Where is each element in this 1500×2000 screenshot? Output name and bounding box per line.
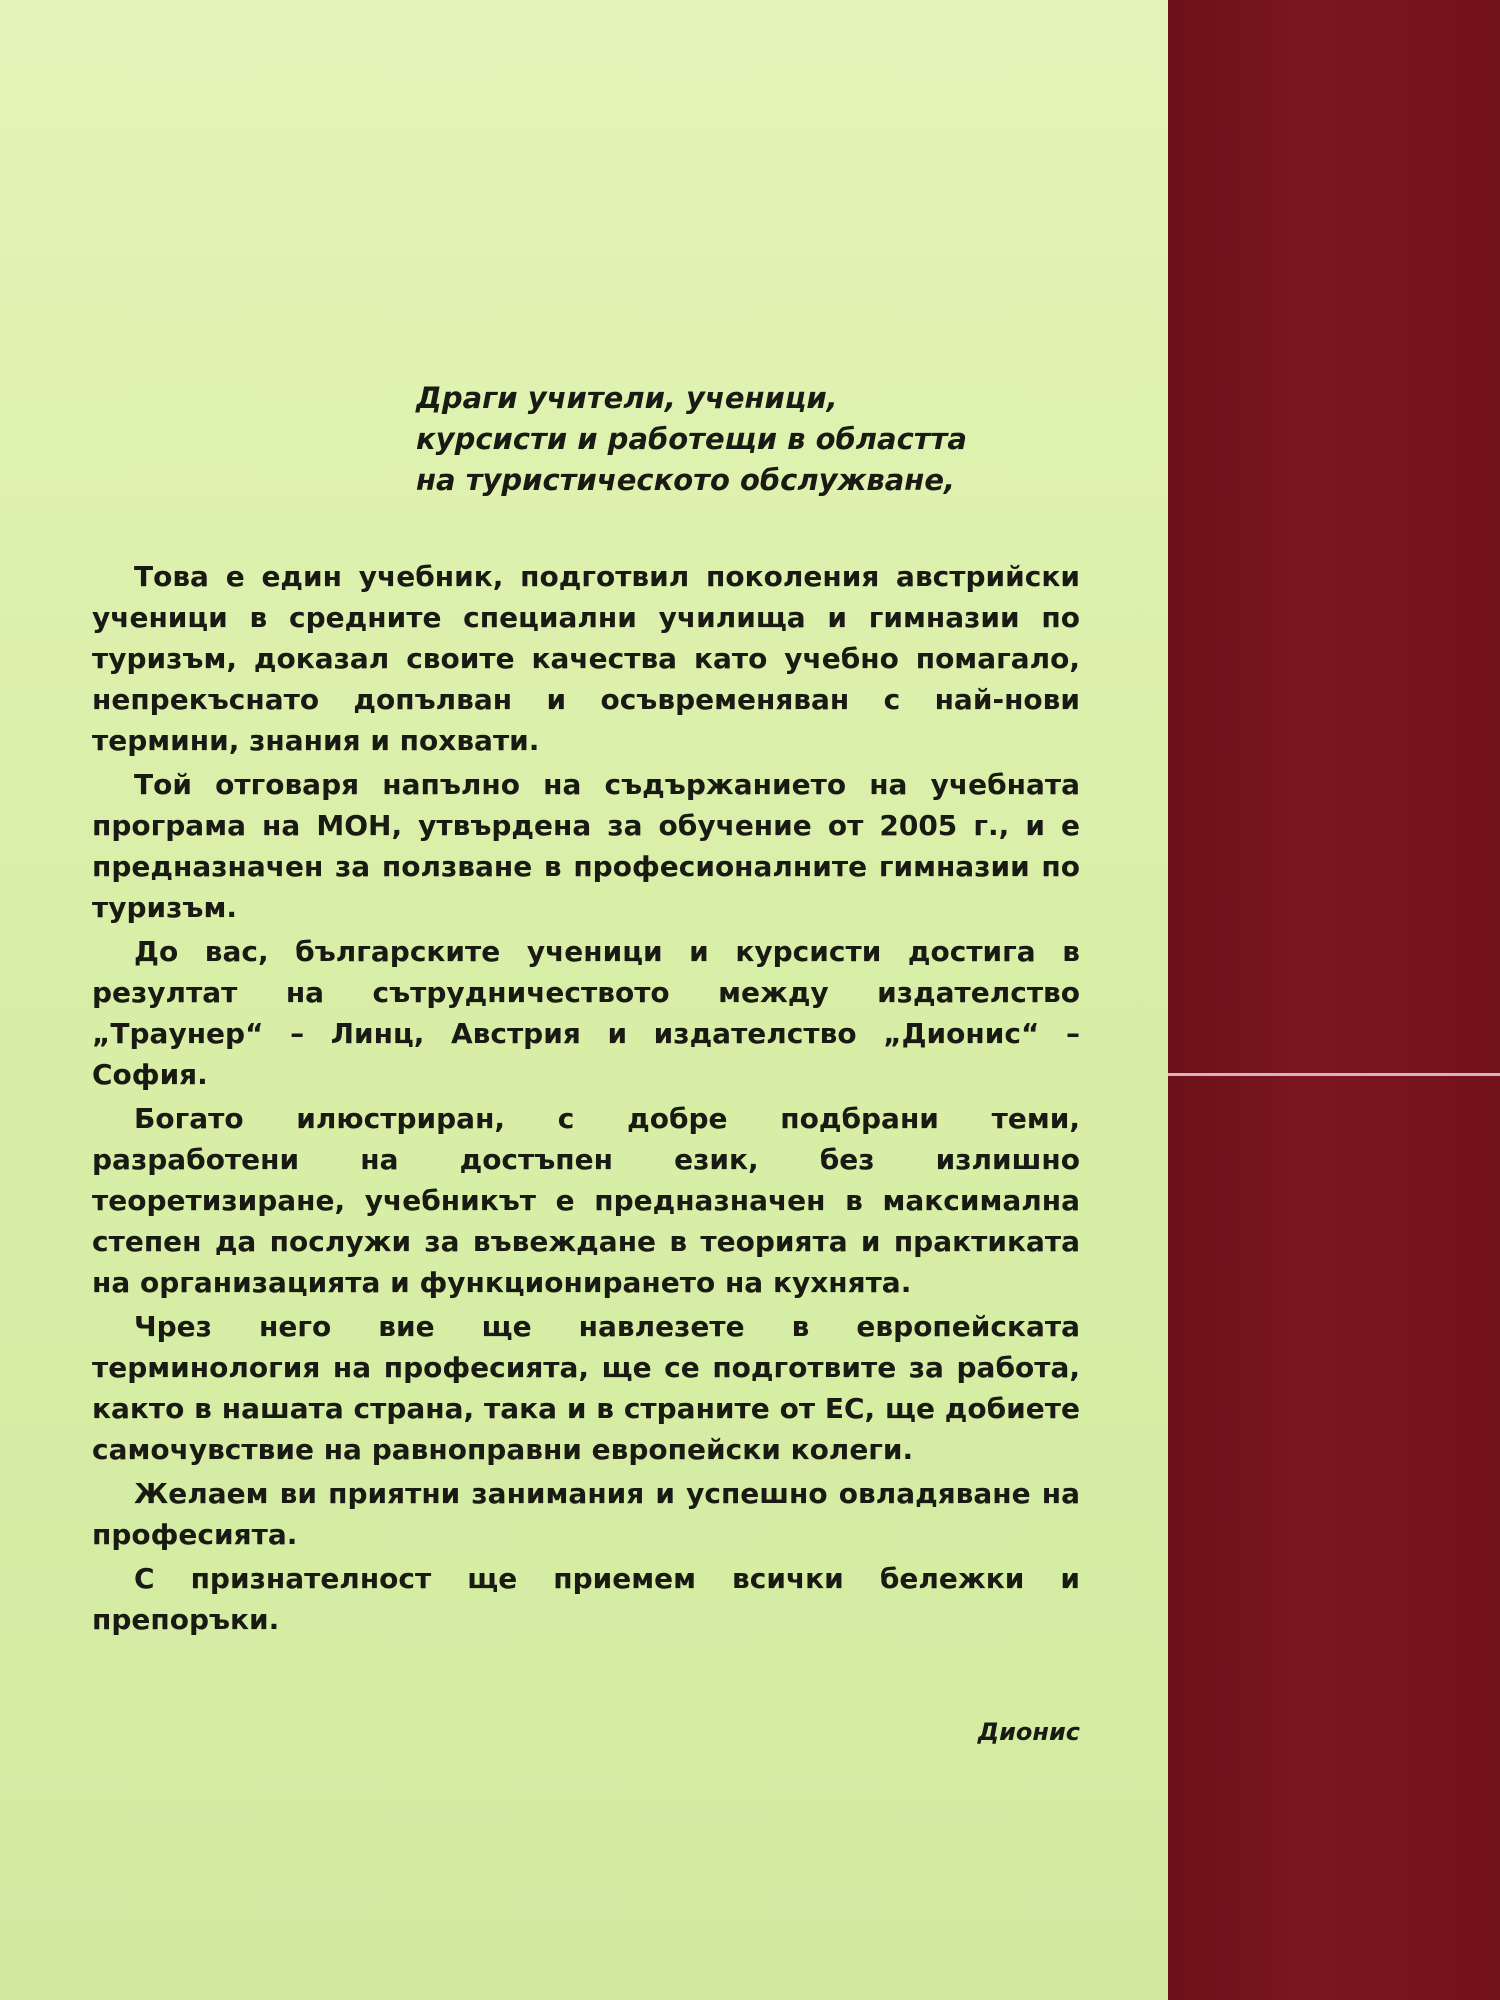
greeting-line-2: курсисти и работещи в областта [416, 422, 967, 456]
body-text [92, 556, 1080, 1643]
publisher-signature: Дионис [977, 1718, 1080, 1746]
maroon-spine-band [1168, 0, 1500, 2000]
paragraph-7: С признателност ще приемем всички бележки и препоръки. [92, 1562, 1080, 1636]
paragraph-6: Желаем ви приятни занимания и успешно овладяване на професията. [92, 1477, 1080, 1551]
greeting-line-1: Драги учители, ученици, [416, 381, 838, 415]
paragraph-1: Това е един учебник, подготвил поколения австрийски ученици в средните специални училища и гимназии по туризъм, доказал своите качества като учебно помагало, непрекъснато допълван и осъвременяван с най-нови термини, знания и похвати. [92, 560, 1080, 757]
paragraph-4: Богато илюстриран, с добре подбрани теми, разработени на достъпен език, без излишно теоретизиране, учебникът е предназначен в максимална степен да послужи за въвеждане в теорията и практиката на организацията и функционирането на кухнята. [92, 1102, 1080, 1299]
greeting-block [416, 378, 1116, 501]
paragraph-2: Той отговаря напълно на съдържанието на учебната програма на МОН, утвърдена за обучение от 2005 г., и е предназначен за ползване в професионалните гимназии по туризъм. [92, 768, 1080, 924]
greeting-line-3: на туристическото обслужване, [416, 463, 956, 497]
spine-divider-line [1168, 1073, 1500, 1076]
paragraph-5: Чрез него вие ще навлезете в европейската терминология на професията, ще се подготвите за работа, както в нашата страна, така и в страните от ЕС, ще добиете самочувствие на равноправни европейски колеги. [92, 1310, 1080, 1466]
paragraph-3: До вас, българските ученици и курсисти достига в резултат на сътрудничеството между издателство „Траунер“ – Линц, Австрия и издателство „Дионис“ – София. [92, 935, 1080, 1091]
